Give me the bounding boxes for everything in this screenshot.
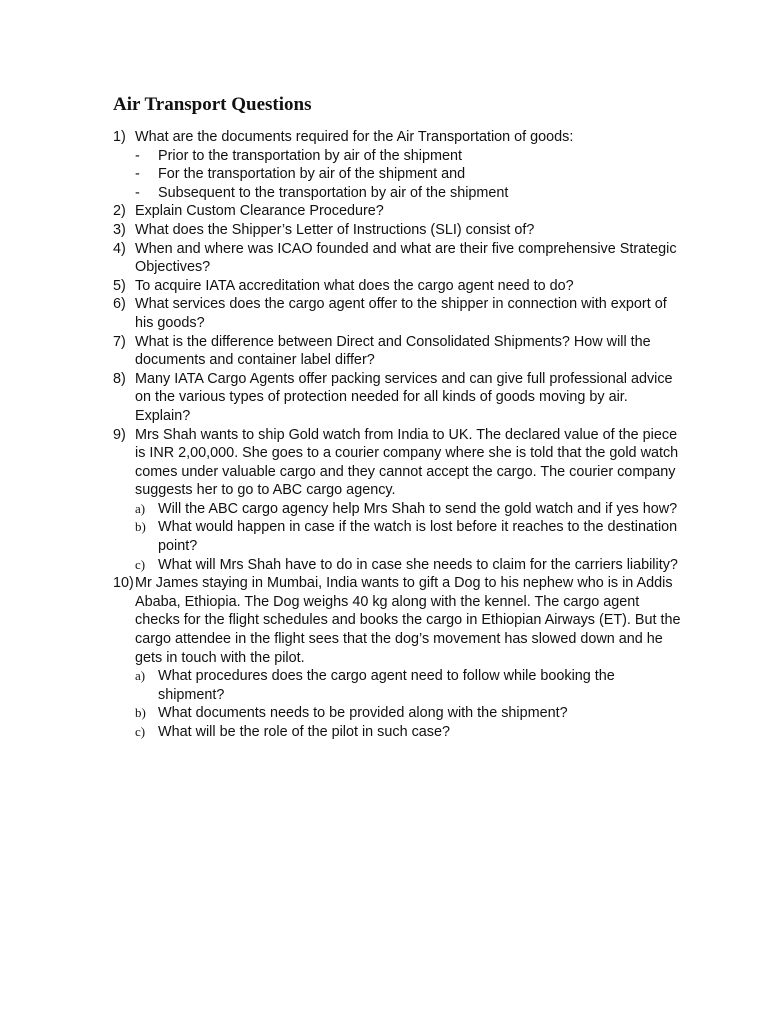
question-text: Mr James staying in Mumbai, India wants to gift a Dog to his nephew who is in Addis Ababa, Ethiopia. The Dog weighs 40 kg along with the kennel. The cargo agent checks for the flight schedules and books the cargo in Ethiopian Airways (ET). But the cargo attendee in the flight sees that the dog’s movement has slowed down and he gets in touch with the pilot. <box>135 575 681 666</box>
sub-item-marker: a) <box>135 500 146 516</box>
question-7 <box>113 333 683 370</box>
sub-item <box>135 556 683 575</box>
dash-marker: - <box>135 147 140 164</box>
sub-item <box>135 704 683 723</box>
question-9 <box>113 426 683 575</box>
sub-item-text: What will be the role of the pilot in such case? <box>158 724 450 740</box>
sub-item <box>135 184 683 203</box>
question-number: 3) <box>113 221 126 238</box>
document-title: Air Transport Questions <box>113 94 312 115</box>
sub-item-text: Will the ABC cargo agency help Mrs Shah to send the gold watch and if yes how? <box>158 500 678 517</box>
sub-item <box>135 147 683 166</box>
sub-item-text: What will Mrs Shah have to do in case she needs to claim for the carriers liability? <box>158 556 678 573</box>
question-text: What is the difference between Direct and Consolidated Shipments? How will the documents and container label differ? <box>135 333 651 369</box>
sub-list <box>135 500 683 574</box>
sub-item <box>135 667 683 704</box>
question-text: To acquire IATA accreditation what does the cargo agent need to do? <box>135 277 574 294</box>
sub-item <box>135 500 683 519</box>
question-number: 5) <box>113 277 126 294</box>
question-1 <box>113 128 683 202</box>
dash-marker: - <box>135 166 140 183</box>
question-text: Many IATA Cargo Agents offer packing services and can give full professional advice on the various types of protection needed for all kinds of goods moving by air. Explain? <box>135 370 673 424</box>
question-5 <box>113 277 683 296</box>
question-text: Mrs Shah wants to ship Gold watch from India to UK. The declared value of the piece is INR 2,00,000. She goes to a courier company where she is told that the gold watch comes under valuable cargo and they cannot accept the cargo. The courier company suggests her to go to ABC cargo agency. <box>135 426 679 499</box>
sub-item-text: Subsequent to the transportation by air of the shipment <box>158 184 509 201</box>
question-text: What services does the cargo agent offer to the shipper in connection with export of his goods? <box>135 296 667 331</box>
sub-list <box>135 667 683 741</box>
sub-item-marker: c) <box>135 556 146 572</box>
question-text: Explain Custom Clearance Procedure? <box>135 203 384 220</box>
question-6 <box>113 295 683 332</box>
question-number: 1) <box>113 129 126 145</box>
sub-item-marker: b) <box>135 519 146 535</box>
sub-item <box>135 723 683 742</box>
question-text: When and where was ICAO founded and what are their five comprehensive Strategic Objectives? <box>135 240 677 276</box>
sub-list <box>135 147 683 203</box>
sub-item <box>135 518 683 555</box>
sub-item-marker: b) <box>135 705 146 721</box>
question-number: 8) <box>113 370 126 387</box>
question-number: 10) <box>113 575 134 592</box>
question-number: 9) <box>113 426 126 443</box>
sub-item-text: What documents needs to be provided along with the shipment? <box>158 705 568 722</box>
question-number: 2) <box>113 203 126 220</box>
sub-item <box>135 165 683 184</box>
sub-item-text: Prior to the transportation by air of the shipment <box>158 147 462 164</box>
question-list <box>113 128 683 742</box>
question-10 <box>113 574 683 741</box>
question-text: What does the Shipper’s Letter of Instructions (SLI) consist of? <box>135 221 535 238</box>
sub-item-text: What would happen in case if the watch is lost before it reaches to the destination point? <box>158 519 678 555</box>
question-number: 6) <box>113 296 126 313</box>
sub-item-marker: c) <box>135 724 146 739</box>
question-4 <box>113 240 683 277</box>
sub-item-text: For the transportation by air of the shipment and <box>158 166 466 183</box>
question-number: 7) <box>113 333 126 350</box>
question-2 <box>113 202 683 221</box>
question-3 <box>113 221 683 240</box>
dash-marker: - <box>135 184 140 201</box>
sub-item-text: What procedures does the cargo agent need to follow while booking the shipment? <box>158 668 615 703</box>
question-8 <box>113 370 683 426</box>
sub-item-marker: a) <box>135 668 146 684</box>
question-text: What are the documents required for the Air Transportation of goods: <box>135 129 574 145</box>
question-number: 4) <box>113 240 126 257</box>
